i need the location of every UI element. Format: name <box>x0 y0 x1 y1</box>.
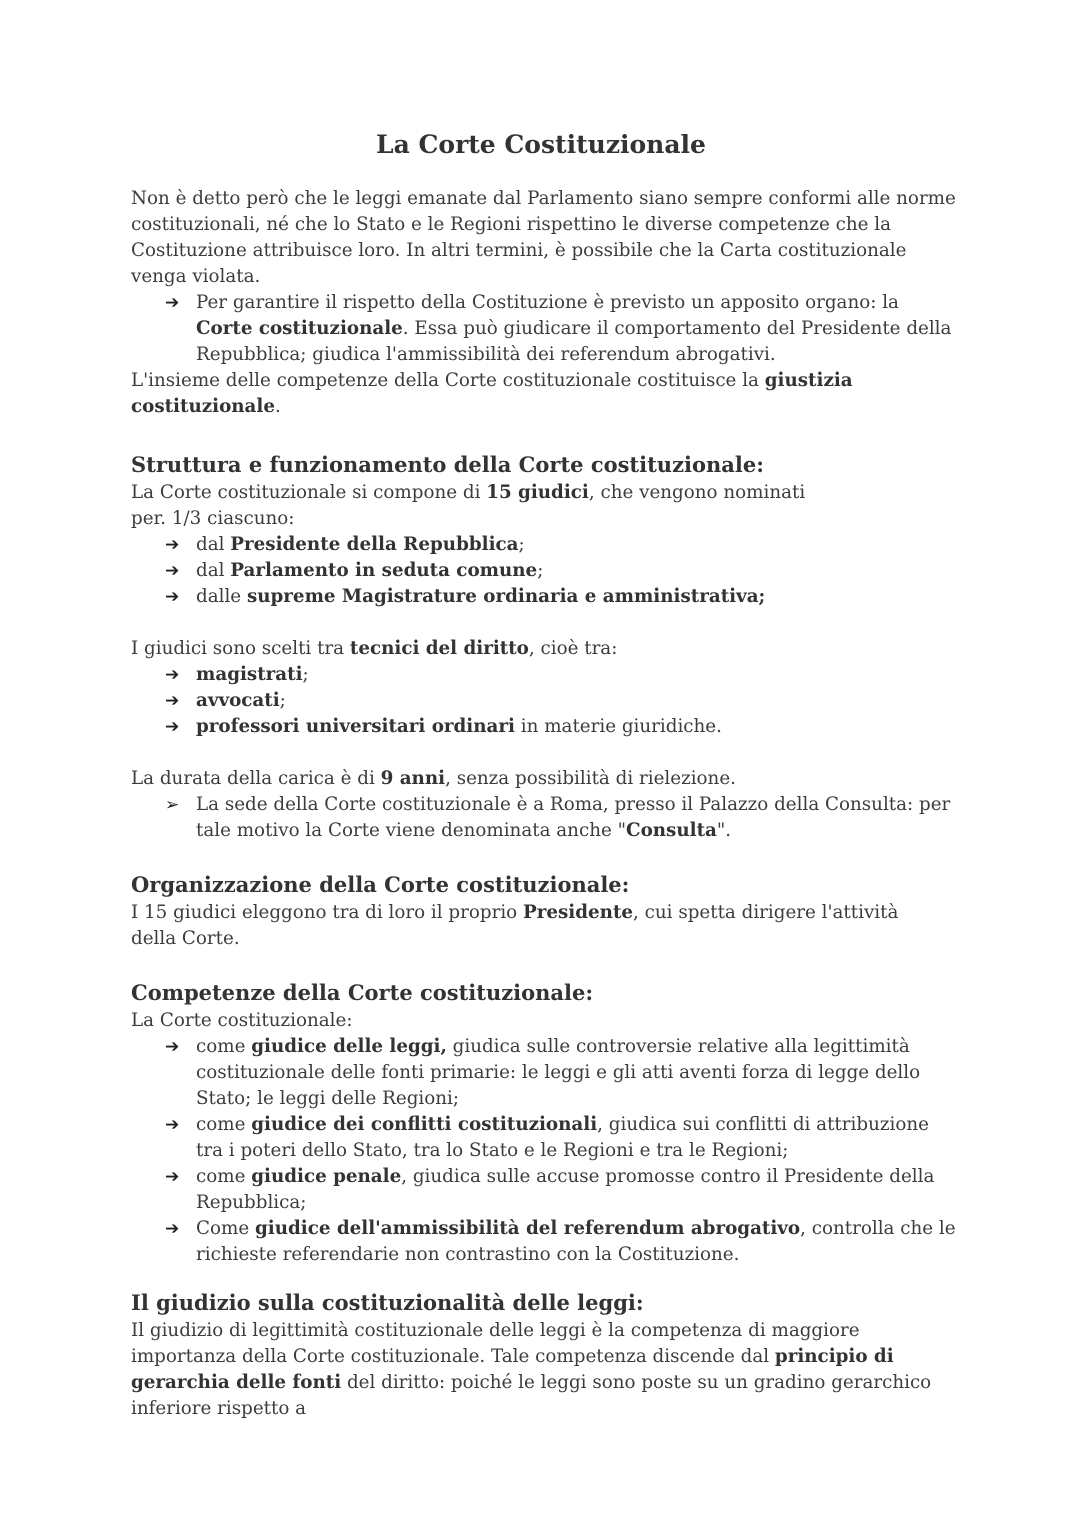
struttura-paragraph: La Corte costituzionale si compone di 15 giudici, che vengono nominati per. 1/3 ciascuno: <box>131 482 806 529</box>
arrow-right-icon: ➔ <box>165 293 180 313</box>
list-item: ➔ avvocati; <box>131 688 961 714</box>
document-page <box>131 126 961 1422</box>
arrow-right-icon: ➔ <box>165 665 180 685</box>
arrow-right-icon: ➔ <box>165 1115 180 1135</box>
arrow-right-icon: ➔ <box>165 1167 180 1187</box>
list-item: ➔ dal Presidente della Repubblica; <box>131 532 961 558</box>
sede-list <box>131 792 961 844</box>
intro-conclusion: L'insieme delle competenze della Corte costituzionale costituisce la giustizia costituzionale. <box>131 370 853 417</box>
giudici-list <box>131 662 961 740</box>
list-item: ➔ come giudice dei conflitti costituzionali, giudica sui conflitti di attribuzione tra i poteri dello Stato, tra lo Stato e le Regioni e tra le Regioni; <box>165 1114 929 1161</box>
nomina-list <box>131 532 961 610</box>
competenze-paragraph: La Corte costituzionale: <box>131 1010 353 1031</box>
arrow-right-icon: ➔ <box>165 717 180 737</box>
list-item: ➔ Come giudice dell'ammissibilità del referendum abrogativo, controlla che le richieste referendarie non contrastino con la Costituzione. <box>165 1218 956 1265</box>
list-item: ➔ magistrati; <box>131 662 961 688</box>
giudizio-paragraph: Il giudizio di legittimità costituzionale delle leggi è la competenza di maggiore importanza della Corte costituzionale. Tale competenza discende dal principio di gerarchia delle fonti del diritto: poiché le leggi sono poste su un gradino gerarchico inferiore rispetto a <box>131 1320 932 1419</box>
durata-paragraph: La durata della carica è di 9 anni, senza possibilità di rielezione. <box>131 768 736 789</box>
section-heading-organizzazione: Organizzazione della Corte costituzionale: <box>131 872 630 897</box>
list-item: ➔ professori universitari ordinari in materie giuridiche. <box>131 714 961 740</box>
intro-list <box>131 290 961 368</box>
giudici-paragraph: I giudici sono scelti tra tecnici del diritto, cioè tra: <box>131 638 618 659</box>
intro-paragraph <box>131 186 961 290</box>
page-title: La Corte Costituzionale <box>376 130 706 159</box>
arrow-right-icon: ➔ <box>165 587 180 607</box>
section-heading-competenze: Competenze della Corte costituzionale: <box>131 980 594 1005</box>
list-item: ➔ come giudice delle leggi, giudica sulle controversie relative alla legittimità costituzionale delle fonti primarie: le leggi e gli atti aventi forza di legge dello Stato; le leggi delle Regioni; <box>165 1036 921 1109</box>
arrow-right-icon: ➔ <box>165 535 180 555</box>
intro-text: Non è detto però che le leggi emanate dal Parlamento siano sempre conformi alle norme costituzionali, né che lo Stato e le Regioni rispettino le diverse competenze che la Costituzione attribuisce loro. In altri termini, è possibile che la Carta costituzionale venga violata. <box>131 188 956 287</box>
list-item: ➔ dalle supreme Magistrature ordinaria e amministrativa; <box>131 584 961 610</box>
arrowhead-icon: ➢ <box>165 795 180 815</box>
arrow-right-icon: ➔ <box>165 1037 180 1057</box>
list-item: ➢ La sede della Corte costituzionale è a Roma, presso il Palazzo della Consulta: per tale motivo la Corte viene denominata anche "Consulta". <box>165 794 951 841</box>
competenze-list <box>131 1034 961 1268</box>
arrow-right-icon: ➔ <box>165 561 180 581</box>
section-heading-giudizio: Il giudizio sulla costituzionalità delle leggi: <box>131 1290 644 1315</box>
list-item: ➔ Per garantire il rispetto della Costituzione è previsto un apposito organo: la Corte costituzionale. Essa può giudicare il comportamento del Presidente della Repubblica; giudica l'ammissibilità dei referendum abrogativi. <box>165 292 952 365</box>
arrow-right-icon: ➔ <box>165 1219 180 1239</box>
section-heading-struttura: Struttura e funzionamento della Corte costituzionale: <box>131 452 764 477</box>
arrow-right-icon: ➔ <box>165 691 180 711</box>
list-item: ➔ come giudice penale, giudica sulle accuse promosse contro il Presidente della Repubblica; <box>165 1166 935 1213</box>
organizzazione-paragraph: I 15 giudici eleggono tra di loro il proprio Presidente, cui spetta dirigere l'attività della Corte. <box>131 902 899 949</box>
list-item: ➔ dal Parlamento in seduta comune; <box>131 558 961 584</box>
